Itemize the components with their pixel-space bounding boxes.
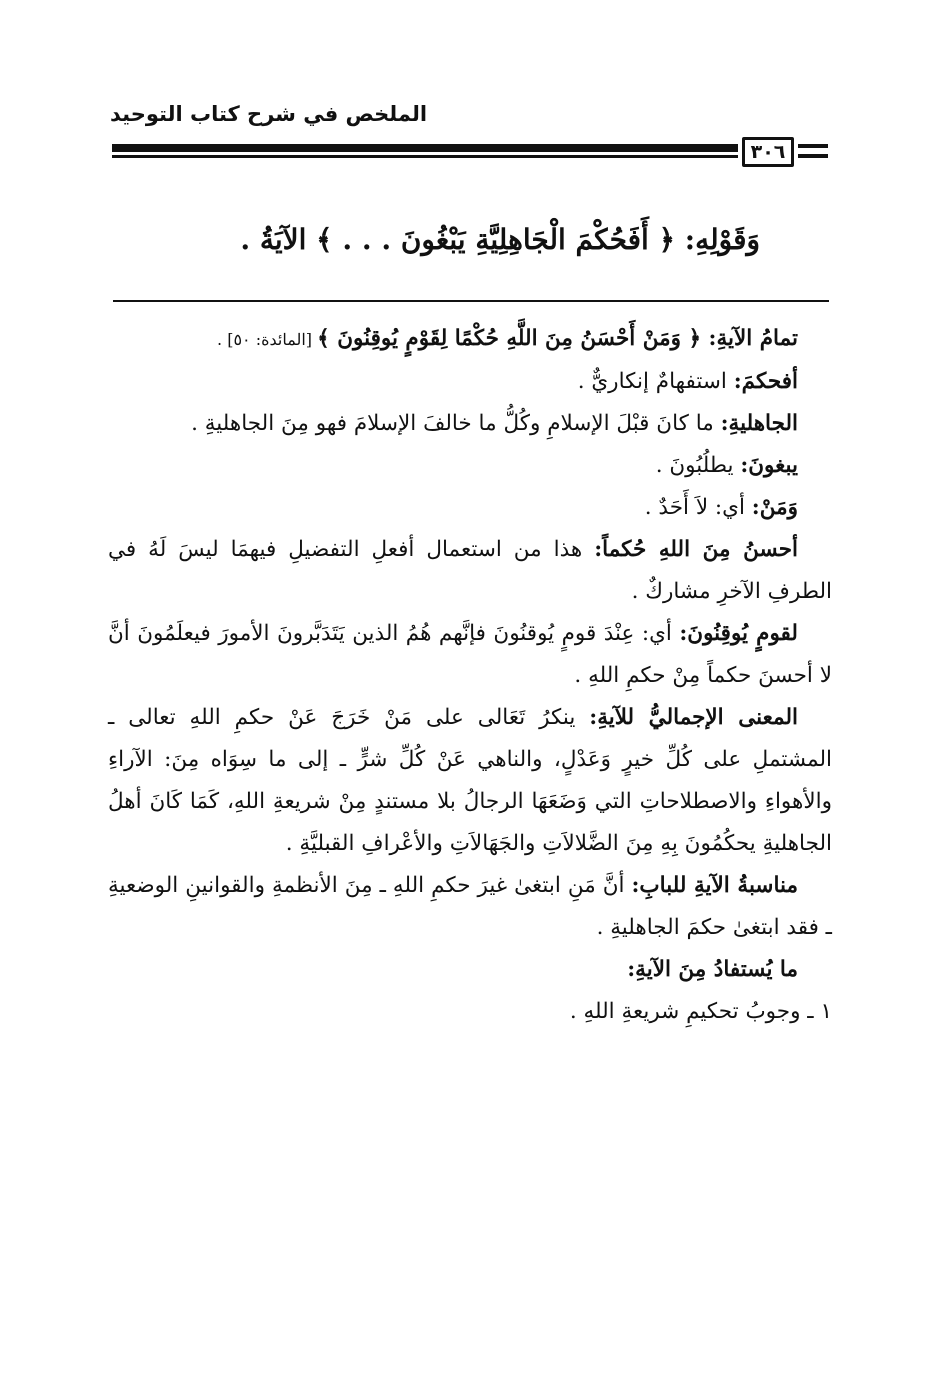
paragraph-ahsan <box>108 529 832 613</box>
paragraph-jahiliyya <box>108 403 832 445</box>
jahiliyya-text: ما كانَ قبْلَ الإسلامِ وكُلُّ ما خالفَ الإسلامَ فهو مِنَ الجاهليةِ . <box>191 411 721 436</box>
paragraph-general-meaning <box>108 697 832 865</box>
term-benefits: ما يُستفادُ مِنَ الآيةِ: <box>627 957 798 982</box>
term-waman: وَمَنْ: <box>751 495 798 520</box>
header-rule-thin <box>112 155 738 158</box>
header-rule-thick <box>112 144 738 152</box>
yabghun-text: يطلُبُونَ . <box>655 453 741 478</box>
relevance-text: أنَّ مَنِ ابتغىٰ غيرَ حكمِ اللهِ ـ مِنَ الأنظمةِ والقوانينِ الوضعيةِ ـ فقد ابتغىٰ حكمَ الجاهليةِ . <box>108 873 832 940</box>
page-number-tab-top <box>798 144 828 148</box>
list-item <box>108 991 832 1033</box>
term-ahsan: أحسنُ مِنَ اللهِ حُكماً: <box>594 537 798 562</box>
paragraph-waman <box>108 487 832 529</box>
term-afahukm: أفحكمَ: <box>733 369 798 394</box>
term-full-verse: تمامُ الآيةِ: <box>708 326 798 351</box>
verse-reference: [المائدة: ٥٠] . <box>217 330 318 349</box>
page-number: ٣٠٦ <box>750 141 786 163</box>
term-yabghun: يبغونَ: <box>740 453 798 478</box>
section-divider <box>113 300 829 302</box>
waman-text: أي: لاَ أَحَدٌ . <box>644 495 752 520</box>
full-verse-text: ﴿ وَمَنْ أَحْسَنُ مِنَ اللَّهِ حُكْمًا لِقَوْمٍ يُوقِنُونَ ﴾ <box>317 326 709 351</box>
ahsan-text: هذا من استعمال أفعلِ التفضيلِ فيهمَا ليسَ لَهُ في الطرفِ الآخرِ مشاركٌ . <box>108 537 832 604</box>
yuqinun-text: أي: عِنْدَ قومٍ يُوقنُونَ فإنَّهم هُمُ الذين يَتَدَبَّرونَ الأمورَ فيعلَمُونَ أنَّ لا أحسنَ حكماً مِنْ حكمِ اللهِ . <box>108 621 832 688</box>
term-relevance: مناسبةُ الآيةِ للبابِ: <box>631 873 798 898</box>
page-number-tab-bottom <box>798 154 828 158</box>
commentary-body <box>108 318 832 1033</box>
general-meaning-text: ينكرُ تَعَالى على مَنْ خَرَجَ عَنْ حكمِ اللهِ تعالى ـ المشتملِ على كُلِّ خيرٍ وَعَدْلٍ، والناهي عَنْ كُلِّ شرٍّ ـ إلى ما سِوَاه مِنَ: الآراءِ والأهواءِ والاصطلاحاتِ التي وَضَعَهَا الرجالُ بلا مستندٍ مِنْ شريعةِ اللهِ، كَمَا كَانَ أهلُ الجاهليةِ يحكُمُونَ بِهِ مِنَ الضَّلالاَتِ والجَهَالاَتِ والأعْرافِ القبليَّةِ . <box>108 705 832 856</box>
paragraph-relevance <box>108 865 832 949</box>
afahukm-text: استفهامٌ إنكاريٌّ . <box>577 369 734 394</box>
page-number-box <box>742 137 794 167</box>
term-jahiliyya: الجاهليةِ: <box>720 411 798 436</box>
paragraph-full-verse <box>108 318 832 361</box>
paragraph-yabghun <box>108 445 832 487</box>
paragraph-benefits-heading <box>108 949 832 991</box>
term-general-meaning: المعنى الإجماليُّ للآيةِ: <box>589 705 798 730</box>
running-title: الملخص في شرح كتاب التوحيد <box>110 102 428 126</box>
benefit-1: ١ ـ وجوبُ تحكيمِ شريعةِ اللهِ . <box>569 999 832 1024</box>
verse-heading: وَقَوْلِهِ: ﴿ أَفَحُكْمَ الْجَاهِلِيَّةِ يَبْغُونَ . . . ﴾ الآيَةُ . <box>240 223 760 256</box>
paragraph-afahukm <box>108 361 832 403</box>
term-yuqinun: لقومٍ يُوقِنُونَ: <box>679 621 798 646</box>
paragraph-yuqinun <box>108 613 832 697</box>
